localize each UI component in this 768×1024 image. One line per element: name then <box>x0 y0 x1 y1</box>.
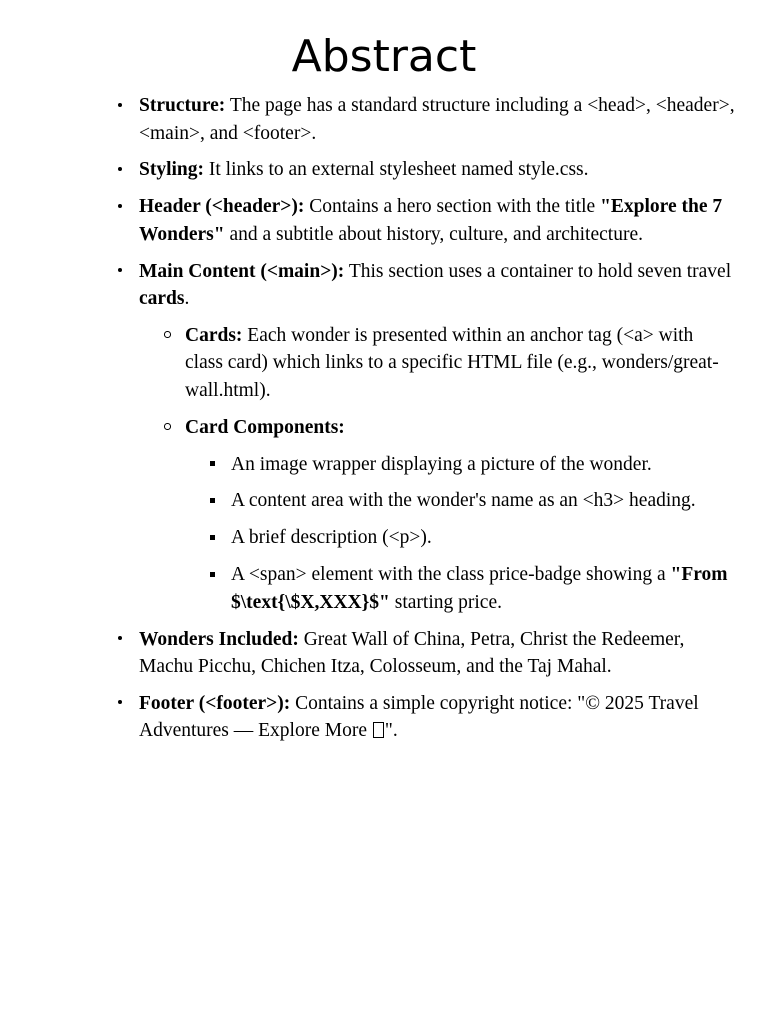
text-segment: A <span> element with the class price-badge showing a <box>231 564 671 586</box>
item-text <box>139 193 735 248</box>
bold-text-segment: Styling: <box>139 159 205 181</box>
text-segment: and a subtitle about history, culture, and architecture. <box>224 223 643 245</box>
item-description <box>231 524 735 551</box>
text-segment: ". <box>384 720 398 742</box>
item-text <box>139 156 735 183</box>
item-text <box>231 487 735 514</box>
text-segment: A content area with the wonder's name as an <h3> heading. <box>231 490 696 512</box>
card-components-sublist <box>185 451 735 617</box>
page-title: Abstract <box>291 31 477 82</box>
abstract-list <box>93 92 735 745</box>
item-text <box>139 626 735 681</box>
item-text <box>139 92 735 147</box>
item-text <box>139 258 735 313</box>
bold-text-segment: Footer (<footer>): <box>139 692 291 714</box>
item-text <box>185 322 735 404</box>
item-footer <box>139 690 735 745</box>
item-structure <box>139 92 735 147</box>
text-segment: Contains a hero section with the title <box>304 196 601 218</box>
missing-glyph-box <box>373 722 384 738</box>
bold-text-segment: "From $\text{\$X,XXX}$" <box>231 564 728 613</box>
item-cards <box>185 322 735 404</box>
text-segment: A brief description (<p>). <box>231 527 432 549</box>
text-segment: Great Wall of China, Petra, Christ the Redeemer, Machu Picchu, Chichen Itza, Colosseum, and the Taj Mahal. <box>139 628 685 677</box>
main-content-sublist <box>139 322 735 616</box>
bold-text-segment: cards <box>139 288 185 310</box>
item-price-badge <box>231 561 735 616</box>
item-text <box>139 690 735 745</box>
text-segment: Each wonder is presented within an anchor tag (<a> with class card) which links to a specific HTML file (e.g., wonders/great-wall.html). <box>185 324 719 401</box>
document-content <box>0 92 768 745</box>
item-wonders-included <box>139 626 735 681</box>
item-text <box>231 561 735 616</box>
item-text <box>231 451 735 478</box>
bold-text-segment: Header (<header>): <box>139 196 305 218</box>
item-styling <box>139 156 735 183</box>
text-segment: . <box>184 288 190 310</box>
item-image-wrapper <box>231 451 735 478</box>
text-segment: An image wrapper displaying a picture of the wonder. <box>231 453 652 475</box>
item-main-content <box>139 258 735 616</box>
text-segment: The page has a standard structure including a <head>, <header>, <main>, and <footer>. <box>139 95 735 144</box>
bold-text-segment: Wonders Included: <box>139 628 299 650</box>
text-segment: It links to an external stylesheet named style.css. <box>204 159 589 181</box>
item-text <box>231 524 735 551</box>
item-header <box>139 193 735 248</box>
item-text <box>185 414 735 441</box>
text-segment: starting price. <box>389 591 502 613</box>
bold-text-segment: "Explore the 7 Wonders" <box>139 196 723 245</box>
text-segment: Contains a simple copyright notice: "© 2025 Travel Adventures — Explore More <box>139 692 699 742</box>
bold-text-segment: Structure: <box>139 95 226 117</box>
text-segment: This section uses a container to hold seven travel <box>344 260 732 282</box>
bold-text-segment: Main Content (<main>): <box>139 260 345 282</box>
item-card-components <box>185 414 735 616</box>
item-content-area <box>231 487 735 514</box>
bold-text-segment: Card Components: <box>185 416 345 438</box>
bold-text-segment: Cards: <box>185 324 243 346</box>
